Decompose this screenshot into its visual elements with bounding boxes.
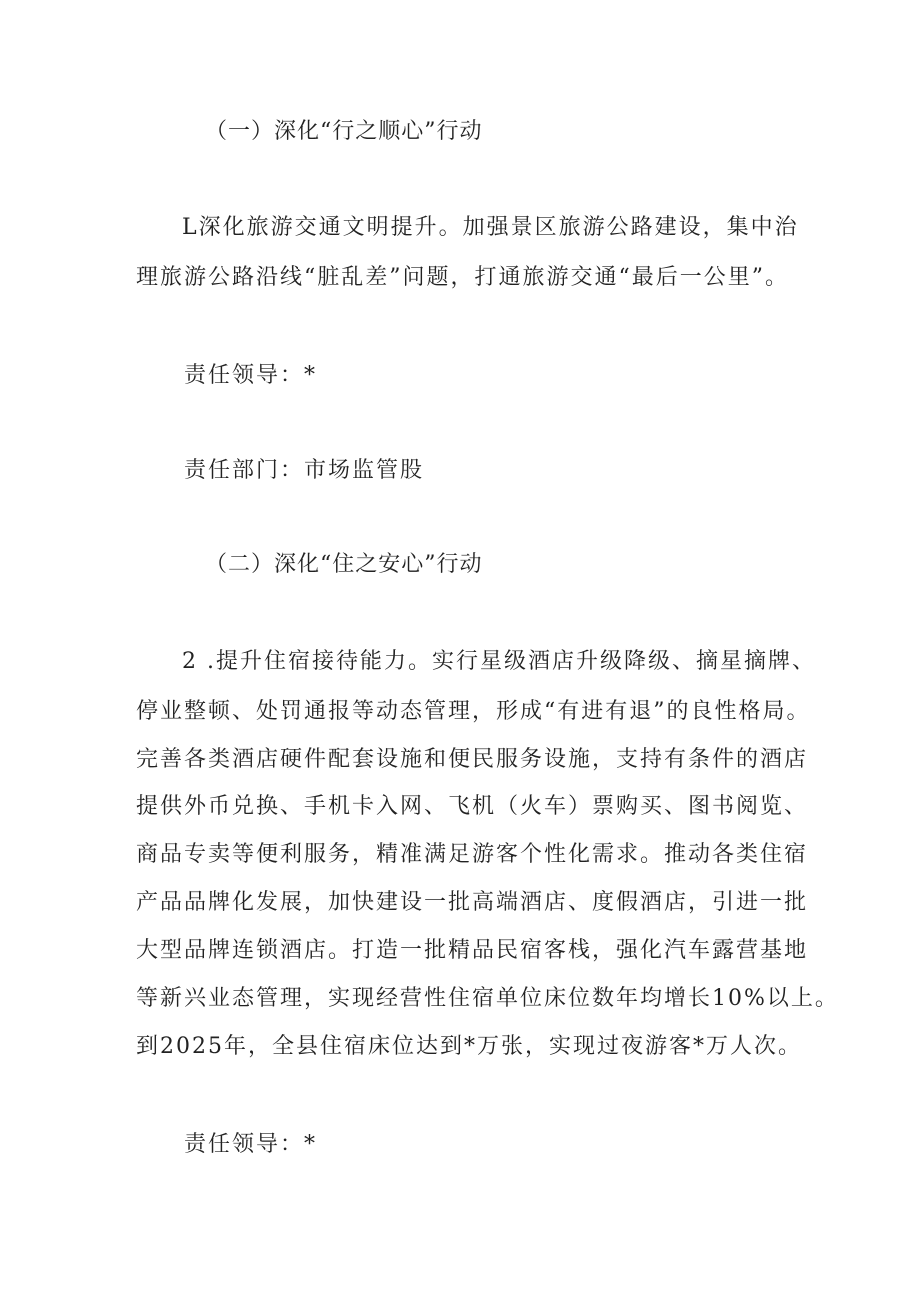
section-2-heading: （二）深化“住之安心”行动 xyxy=(205,552,483,577)
section-1-responsible-leader: 责任领导：* xyxy=(184,363,318,388)
section-2-item-line-5: 商品专卖等便利服务，精准满足游客个性化需求。推动各类住宿 xyxy=(136,842,809,867)
section-2-item-line-8: 等新兴业态管理，实现经营性住宿单位床位数年均增长10%以上。 xyxy=(136,986,839,1011)
section-1-item-line-1: L深化旅游交通文明提升。加强景区旅游公路建设，集中治 xyxy=(182,215,799,240)
section-2-item-line-7: 大型品牌连锁酒店。打造一批精品民宿客栈，强化汽车露营基地 xyxy=(136,938,809,963)
section-2-responsible-leader: 责任领导：* xyxy=(184,1132,318,1157)
section-1-heading: （一）深化“行之顺心”行动 xyxy=(205,119,483,144)
section-2-item-line-3: 完善各类酒店硬件配套设施和便民服务设施，支持有条件的酒店 xyxy=(136,747,809,772)
section-1-item-line-2: 理旅游公路沿线“脏乱差”问题，打通旅游交通“最后一公里”。 xyxy=(136,265,789,290)
section-2-item-line-6: 产品品牌化发展，加快建设一批高端酒店、度假酒店，引进一批 xyxy=(136,890,809,915)
section-2-item-line-2: 停业整顿、处罚通报等动态管理，形成“有进有退”的良性格局。 xyxy=(136,699,811,724)
section-2-item-line-1: 2 .提升住宿接待能力。实行星级酒店升级降级、摘星摘牌、 xyxy=(182,649,816,674)
section-2-item-line-4: 提供外币兑换、手机卡入网、飞机（火车）票购买、图书阅览、 xyxy=(136,794,809,819)
section-2-item-line-9: 到2025年，全县住宿床位达到*万张，实现过夜游客*万人次。 xyxy=(136,1034,802,1059)
section-1-responsible-department: 责任部门：市场监管股 xyxy=(184,458,425,483)
